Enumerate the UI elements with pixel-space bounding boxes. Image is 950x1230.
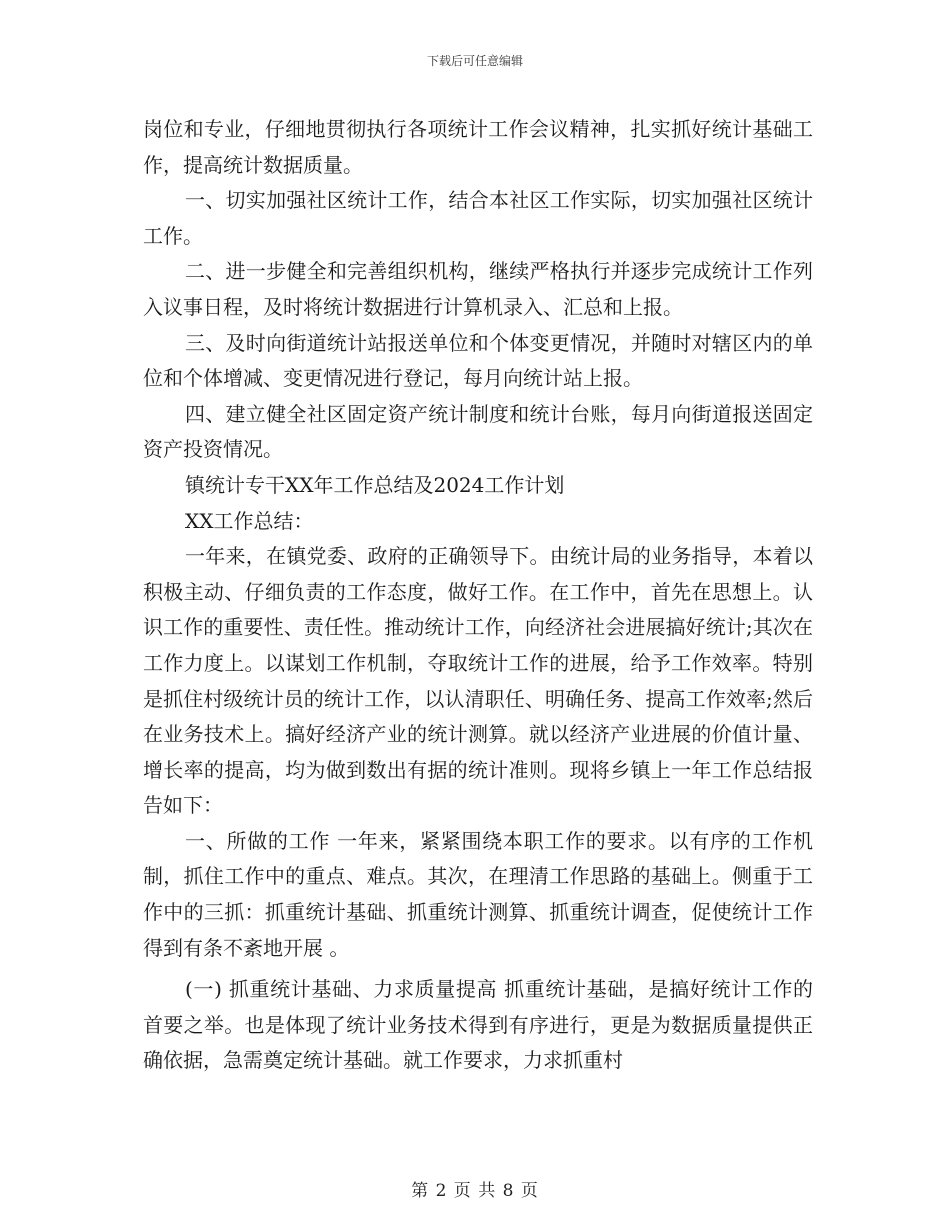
paragraph-statistics-basis: (一) 抓重统计基础、力求质量提高 抓重统计基础，是搞好统计工作的首要之举。也是体现了统计业务技术得到有序进行，更是为数据质量提供正确依据，急需奠定统计基础。就工作要求，力求抓重村 — [143, 977, 813, 1073]
section-title: 镇统计专干XX年工作总结及2024工作计划 — [185, 472, 565, 497]
paragraph-item-1: 一、切实加强社区统计工作，结合本社区工作实际，切实加强社区统计工作。 — [143, 188, 813, 248]
paragraph-work-done: 一、所做的工作 一年来，紧紧围绕本职工作的要求。以有序的工作机制，抓住工作中的重点、难点。其次，在理清工作思路的基础上。侧重于工作中的三抓：抓重统计基础、抓重统计测算、抓重统计调查，促使统计工作得到有条不紊地开展 。 — [143, 828, 813, 960]
paragraph-item-3: 三、及时向街道统计站报送单位和个体变更情况，并随时对辖区内的单位和个体增减、变更情况进行登记，每月向统计站上报。 — [143, 330, 813, 391]
page-header-note: 下载后可任意编辑 — [426, 54, 523, 68]
paragraph-item-2: 二、进一步健全和完善组织机构，继续严格执行并逐步完成统计工作列入议事日程，及时将统计数据进行计算机录入、汇总和上报。 — [143, 259, 813, 319]
document-body — [143, 112, 813, 1079]
paragraph-summary-intro: 一年来，在镇党委、政府的正确领导下。由统计局的业务指导，本着以积极主动、仔细负责的工作态度，做好工作。在工作中，首先在思想上。认识工作的重要性、责任性。推动统计工作，向经济社会进展搞好统计;其次在工作力度上。以谋划工作机制，夺取统计工作的进展，给予工作效率。特别是抓住村级统计员的统计工作，以认清职任、明确任务、提高工作效率;然后在业务技术上。搞好经济产业的统计测算。就以经济产业进展的价值计量、增长率的提高，均为做到数出有据的统计准则。现将乡镇上一年工作总结报告如下： — [143, 544, 813, 818]
subsection-heading: XX工作总结： — [185, 508, 314, 533]
paragraph-continuation: 岗位和专业，仔细地贯彻执行各项统计工作会议精神，扎实抓好统计基础工作，提高统计数据质量。 — [143, 117, 813, 177]
paragraph-item-4: 四、建立健全社区固定资产统计制度和统计台账，每月向街道报送固定资产投资情况。 — [143, 401, 813, 462]
page-number-footer: 第 2 页 共 8 页 — [411, 1181, 539, 1201]
